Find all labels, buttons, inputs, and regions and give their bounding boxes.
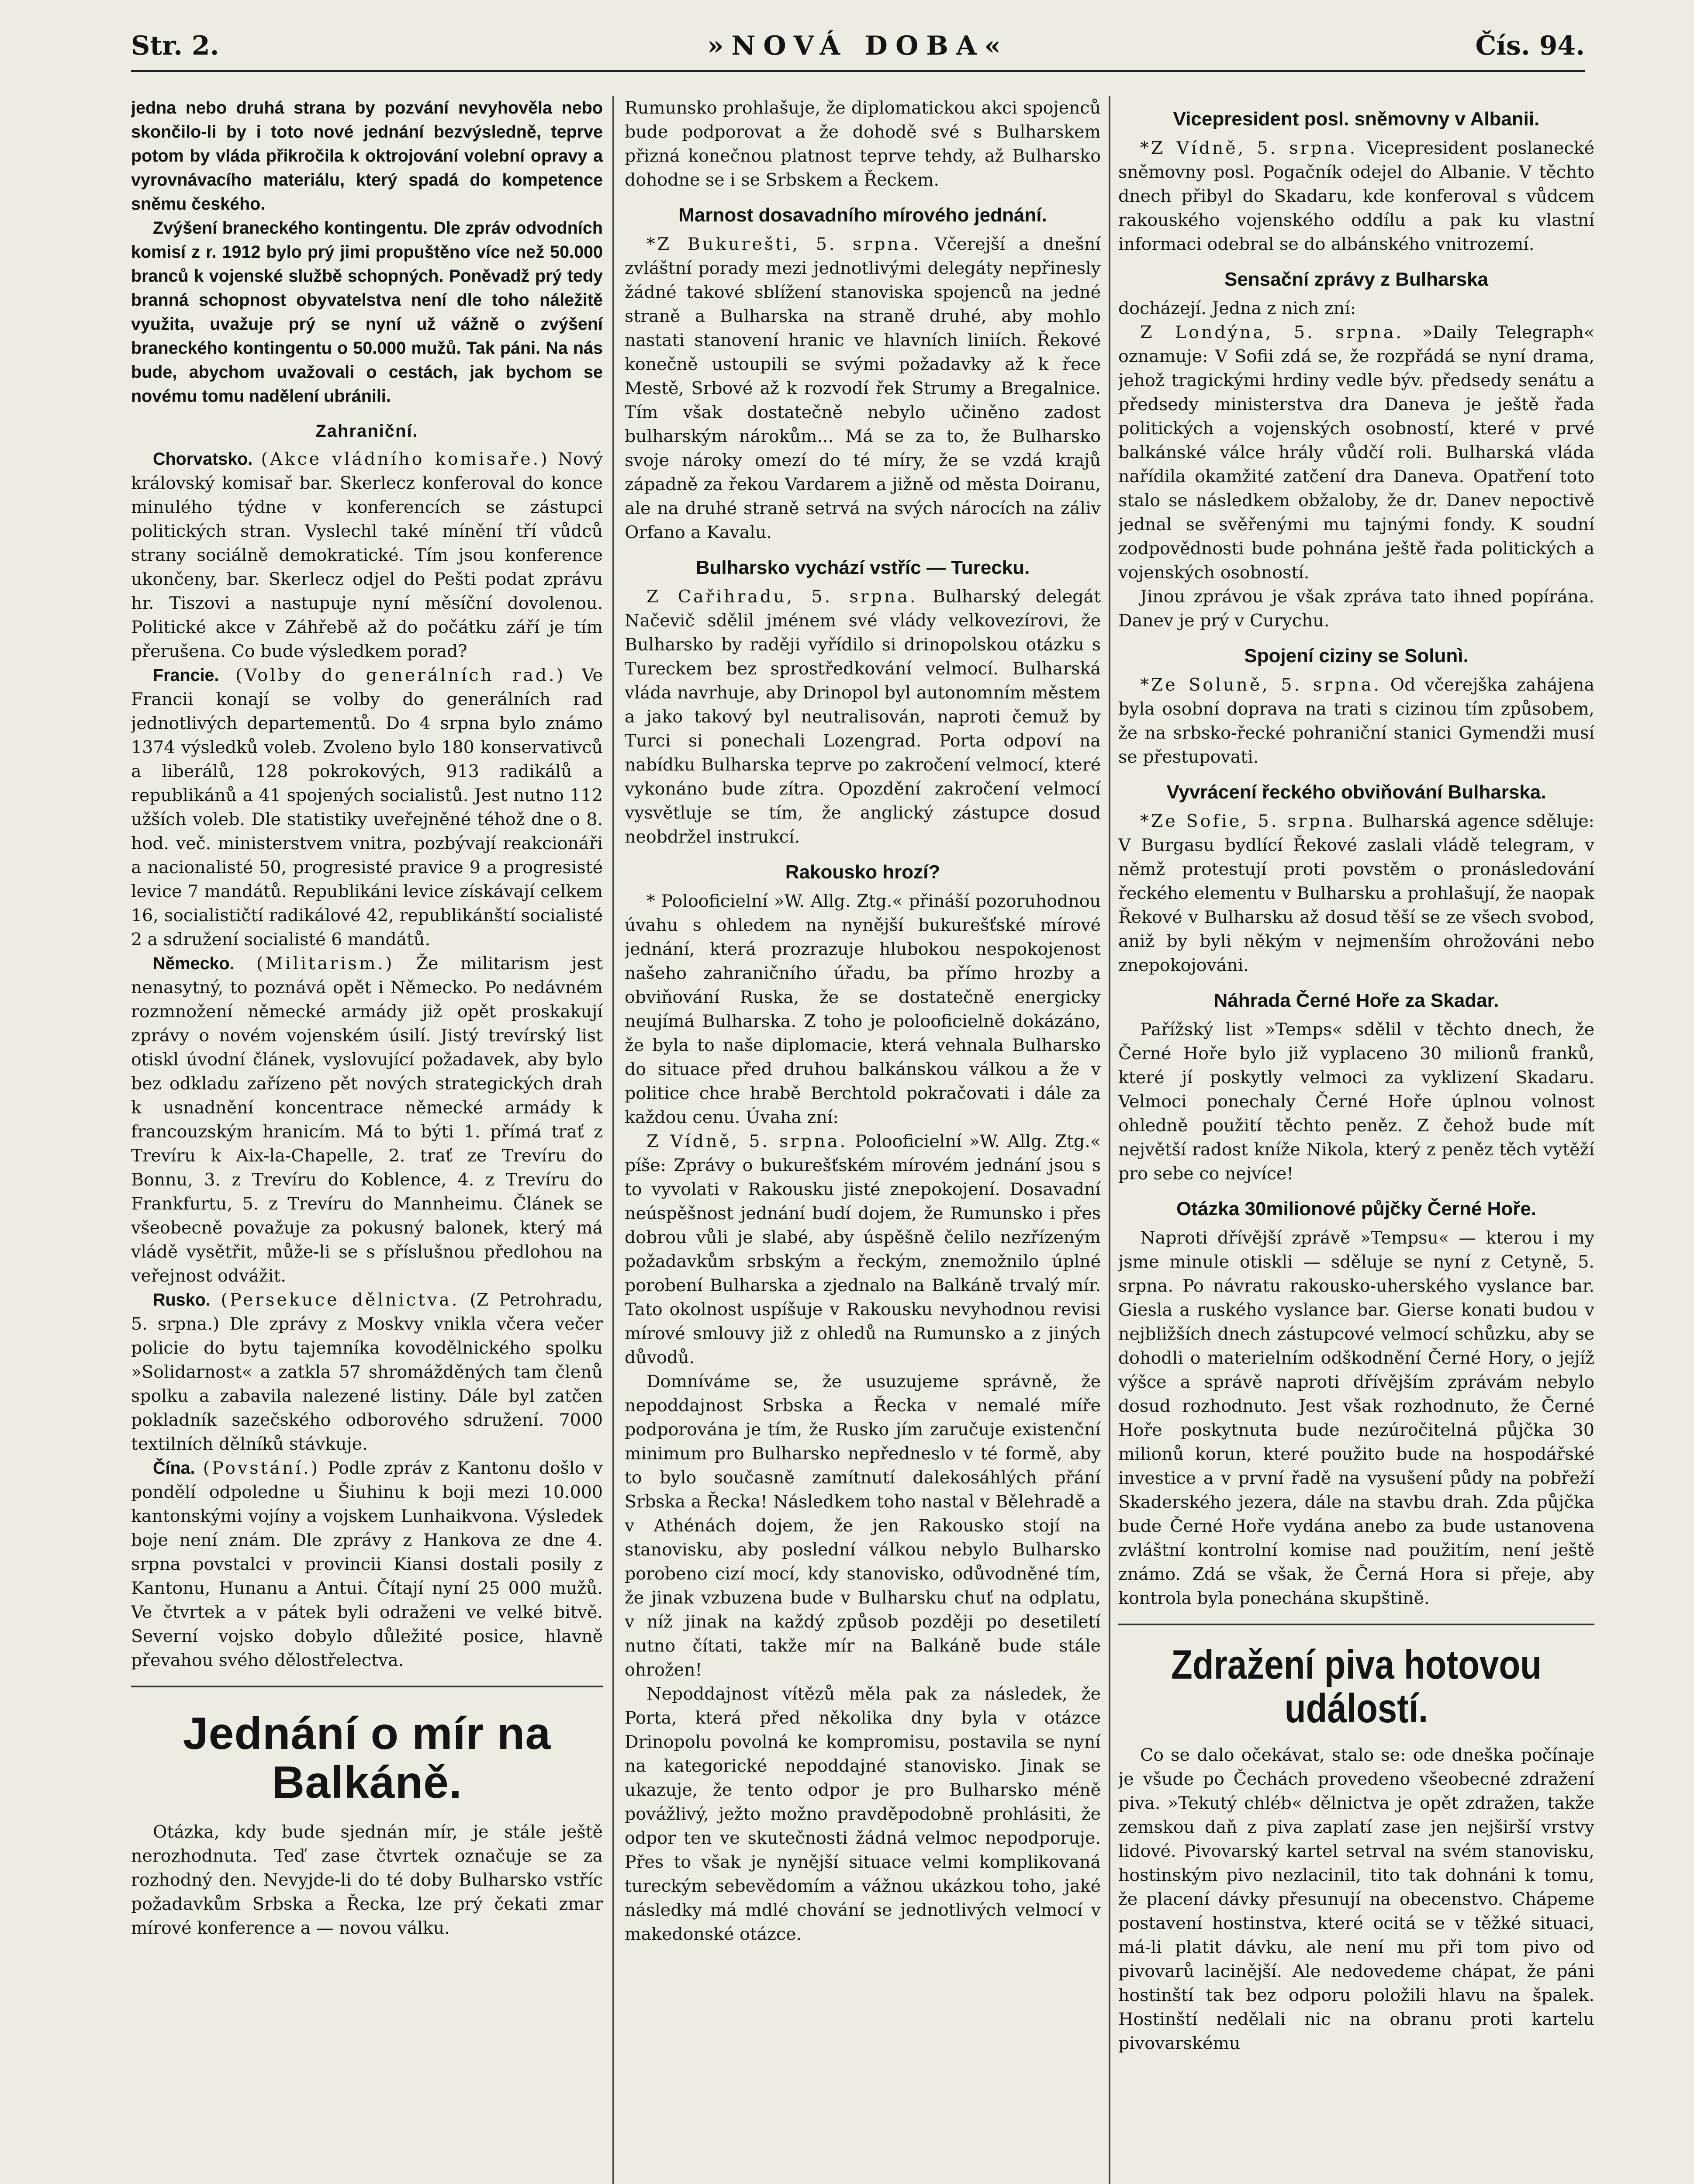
page-header — [131, 31, 1585, 70]
paragraph: Jinou zprávou je však zpráva tato ihned popírána. Danev je prý v Curychu. — [1118, 587, 1594, 631]
paragraph: Rusko. (Persekuce dělnictva. (Z Petrohradu, 5. srpna.) Dle zprávy z Moskvy vnikla včera večer policie do bytu tajemníka kovodělnického spolku »Solidarnost« a zatkla 57 shromážděných tam členů spolku a zabavila nalezené listiny. Dále byl zatčen pokladník sazečského odborového sdružení. 7000 textilních dělníků stávkuje. — [131, 1290, 603, 1454]
section-rule — [131, 1686, 603, 1687]
paragraph: Naproti dřívější zprávě »Tempsu« — kterou i my jsme minule otiskli — sděluje se nyní z Cetyně, 5. srpna. Po návratu rakousko-uherského vyslance bar. Giesla a ruského vyslance bar. Gierse konati budou v nejbližších dnech zástupcové velmocí schůzku, aby se dohodli o materielním odškodnění Černé Hory, o jejíž výšce a správě naproti dřívějším zprávám nebylo dosud rozhodnuto. Jest však rozhodnuto, že Černé Hoře poskytnuta bude nezúročitelná půjčka 30 milionů korun, které použito bude na hospodářské investice a v první řadě na vysušení půdy na pobřeží Skaderského jezera, dále na stavbu drah. Zda půjčka bude Černé Hoře vydána anebo za bude ustanovena zvláštní kontrolní komise nad použitím, není ještě známo. Zdá se však, že Černá Hora si přeje, aby kontrola byla ponechána skupštině. — [1118, 1228, 1594, 1608]
issue-number: Čís. 94. — [1475, 31, 1585, 61]
paragraph: *Z Bukurešti, 5. srpna. Včerejší a dnešní zvláštní porady mezi jednotlivými delegáty nepřinesly žádné takové sblížení stanoviska spojenců na jedné straně a Bulharska na straně druhé, aby mohlo nastati stanovení hranic ve hlavních liniích. Řekové konečně ustoupili se svými požadavky až k řece Mestě, Srbové až k rozvodí řek Strumy a Bregalnice. Tím však dostatečně nebylo učiněno zadost bulharským nárokům... Má se za to, že Bulharsko svoje nároky omezí do té míry, že se vzdá krajů západně za řekou Vardarem a jižně od města Doiranu, ale na druhé straně setrvá na svých nárocích na záliv Orfano a Kavalu. — [625, 234, 1101, 543]
paragraph: Z Vídně, 5. srpna. Polooficielní »W. Allg. Ztg.« píše: Zprávy o bukurešťském mírovém jednání jsou s to vyvolati v Rakousku jisté znepokojení. Dosavadní neúspěšnost jednání budí dojem, že Rumunsko i přes dobrou vůli je slabé, aby úspěšně čelilo nezřízeným požadavkům srbským a řeckým, znemožnilo úplné porobení Bulharska a zjednalo na Balkáně trvalý mír. Tato okolnost uspíšuje v Rakousku nevyhodnou revisi mírové smlouvy již z ohledů na Rumunsko a z jiných důvodů. — [625, 1131, 1101, 1368]
paragraph: Zvýšení braneckého kontingentu. Dle zpráv odvodních komisí z r. 1912 bylo prý jimi propuštěno více než 50.000 branců k vojenské službě schopných. Poněvadž prý tedy branná schopnost obyvatelstva není dle toho náležitě využita, uvažuje prý se nyní už vážně o zvýšení braneckého kontingentu o 50.000 mužů. Tak páni. Na nás bude, abychom uvažovali o cestách, jak bychom se novému tomu nadělení ubránili. — [131, 218, 603, 406]
column-divider-1 — [612, 96, 614, 2184]
paragraph: Co se dalo očekávat, stalo se: ode dneška počínaje je všude po Čechách provedeno všeobecné zdražení piva. »Tekutý chléb« dělnictva je opět zdražen, takže zemskou daň z piva zaplatí zase jen nejširší vrstvy lidové. Pivovarský kartel setrval na svém stanovisku, hostinským pivo nezlacinil, tito tak dohnáni k tomu, že placení dávky přesunují na obecenstvo. Chápeme postavení hostinstva, které ocitá se v těžké situaci, má-li platit dávku, ale není mu při tom pivo od pivovarů lacinější. Ale nedovedeme chápat, že páni hostinští tak bez odporu položili hlavu na špalek. Hostinští nedělali nic na obranu proti kartelu pivovarskému — [1118, 1745, 1594, 2053]
paragraph: *Ze Sofie, 5. srpna. Bulharská agence sděluje: V Burgasu bydlící Řekové zaslali vládě telegram, v němž protestují proti povstěm o pronásledování řeckého elementu v Bulharsku a prohlašují, že naopak Řekové v Bulharsku až dosud těší se ze všech svobod, aniž by byli někým v nejmenším ohrožováni nebo znepokojováni. — [1118, 811, 1594, 975]
section-rule — [1118, 1624, 1594, 1625]
article-title: Náhrada Černé Hoře za Skadar. — [1213, 990, 1499, 1011]
paragraph: Rumunsko prohlašuje, že diplomatickou akci spojenců bude podporovat a že dohodě své s Bulharskem přizná konečnou platnost teprve tehdy, až Bulharsko dohodne se i se Srbskem a Řeckem. — [625, 98, 1101, 190]
article-title: Spojení ciziny se Solunì. — [1244, 645, 1469, 667]
article-title: Vyvrácení řeckého obviňování Bulharska. — [1166, 781, 1546, 803]
article-title: Bulharsko vychází vstříc — Turecku. — [695, 557, 1030, 578]
article-title: Marnost dosavadního mírového jednání. — [678, 204, 1047, 226]
paragraph: Německo. (Militarism.) Že militarism jest nenasytný, to poznává opět i Německo. Po nedávném rozmnožení německé armády již opět proskakují zprávy o novém vojenském úsilí. Jistý trevírský list otiskl úvodní článek, vyslovující požadavek, aby bylo bez odkladu zařízeno pět nových strategických drah k usnadnění koncentrace německé armády k francouzským hranicím. Má to býti 1. přímá trať z Trevíru k Aix-la-Chapelle, 2. trať ze Trevíru do Bonnu, 3. z Trevíru do Koblence, 4. z Trevíru do Frankfurtu, 5. z Trevíru do Mannheimu. Článek se všeobecně považuje za pokusný balonek, který má vládě vysětřit, může-li se s příslušnou předlohou na veřejnost odvážit. — [131, 954, 603, 1286]
paragraph: Pařížský list »Temps« sdělil v těchto dnech, že Černé Hoře bylo již vyplaceno 30 milionů franků, které jí poskytly velmoci za vyklizení Skadaru. Velmoci ponechaly Černé Hoře úplnou volnost ohledně použití těchto peněz. Z čehož bude mít největší radost kníže Nikola, který z peněz těch vytěží pro sebe co nejvíce! — [1118, 1019, 1594, 1184]
masthead-title: »NOVÁ DOBA« — [707, 31, 1009, 61]
paragraph: Otázka, kdy bude sjednán mír, je stále ještě nerozhodnuta. Teď zase čtvrtek označuje se za rozhodný den. Nevyjde-li do té doby Bulharsko vstříc požadavkům Srbska a Řecka, lze prý čekati zmar mírové konference a — novou válku. — [131, 1822, 603, 1938]
article-title: Vicepresident posl. sněmovny v Albanii. — [1173, 108, 1540, 130]
paragraph: Domníváme se, že usuzujeme správně, že nepoddajnost Srbska a Řecka v nemalé míře podporována je tím, že Rusko jím zaručuje existenční minimum pro Bulharsko nepředneslo v té formě, aby to bylo současně zamítnutí dalekosáhlých přání Srbska a Řecka! Následkem toho nastal v Bělehradě a v Athénách dojem, že jen Rakousko stojí na stanovisku, aby poslední válkou nebylo Bulharsko porobeno cizí mocí, kdy stanovisko, odůvodněné tím, že jinak vzbuzena bude v Bulharsku chuť na odplatu, v níž jinak na každý způsob později po desetiletí nutno čítati, takže mír na Balkáně bude stále ohrožen! — [625, 1372, 1101, 1680]
paragraph: Z Londýna, 5. srpna. »Daily Telegraph« oznamuje: V Sofii zdá se, že rozpřádá se nyní drama, jehož tragickými hrdiny vedle býv. předsedy senátu a předsedy ministerstva dra Daneva je ještě řada politických a vojenských osobností, které v prvé balkánské válce hrály vůdčí roli. Bulharská vláda nařídila okamžité zatčení dra Daneva. Opatření toto stalo se následkem obžaloby, že dr. Danev nepoctivě jednal se svěřenými mu tajnými fondy. K soudní zodpovědnosti bude pohnána ještě řada politických a vojenských osobností. — [1118, 322, 1594, 583]
article-title: Rakousko hrozí? — [785, 861, 940, 883]
paragraph: docházejí. Jedna z nich zní: — [1118, 298, 1356, 318]
paragraph: Francie. (Volby do generálních rad.) Ve Francii konají se volby do generálních rad jednotlivých departementů. Do 4 srpna bylo známo 1374 výsledků voleb. Zvoleno bylo 180 konservativců a liberálů, 128 pokrokových, 913 radikálů a republikánů a 41 spojených socialistů. Jest nutno 112 užších voleb. Dle statistiky uveřejněné téhož dne o 8. hod. več. ministerstvem vnitra, pozbývají reakcionáři a nacionalisté 50, progresisté pravice 9 a progresisté levice 7 mandátů. Republikáni levice získávají celkem 16, socialističtí radikálové 42, republikánští socialisté 2 a sdružení socialisté 6 mandátů. — [131, 665, 603, 950]
column-1 — [131, 96, 603, 2184]
column-divider-2 — [1109, 96, 1110, 2184]
paragraph: Z Cařihradu, 5. srpna. Bulharský delegát Načevič sdělil jménem své vlády velkovezírovi, že Bulharsko by raději vyřídilo si drinopolskou otázku s Tureckem bez sprostředkování velmocí. Bulharská vláda navrhuje, aby Drinopol byl autonomním městem a jako takový byl neutralisován, naproti čemuž by Turci si ponechali Lozengrad. Porta odpoví na nabídku Bulharska teprve po zakročení velmocí, které vykonáno bude zítra. Opozdění zakročení velmocí vysvětluje se tím, že anglický zástupce dosud neobdržel instrukcí. — [625, 587, 1101, 847]
paragraph: * Polooficielní »W. Allg. Ztg.« přináší pozoruhodnou úvahu s ohledem na nynější bukurešťské mírové jednání, která prozrazuje hlubokou nespokojenost našeho zahraničního úřadu, ba přímo hrozby a obviňování Ruska, že se dostatečně energicky neujímá Bulharska. Z toho je polooficielně dokázáno, že byla to naše diplomacie, která vehnala Bulharsko do situace před druhou balkánskou válkou a že v politice chce hrabě Berchtold pokračovati i dále za každou cenu. Úvaha zní: — [625, 891, 1101, 1127]
article-title: Otázka 30milionové půjčky Černé Hoře. — [1176, 1198, 1537, 1220]
paragraph: *Ze Soluně, 5. srpna. Od včerejška zahájena byla osobní doprava na trati s cizinou tím způsobem, že na srbsko-řecké pohraniční stanici Gymendži musí se přestupovati. — [1118, 675, 1594, 767]
header-rule — [131, 70, 1585, 72]
section-title: Zvýšení braneckého kontingentu. — [153, 218, 428, 238]
column-3 — [1118, 96, 1594, 2184]
headline: Jednání o mír na Balkáně. — [183, 1708, 551, 1808]
headline: Zdražení piva hotovou událostí. — [1171, 1641, 1542, 1731]
paragraph: Čína. (Povstání.) Podle zpráv z Kantonu došlo v pondělí odpoledne u Šiuhinu k boji mezi 10.000 kantonskými vojíny a vojskem Lunhaikvona. Výsledek boje není znám. Dle zprávy z Hankova ze dne 4. srpna povstalci v provincii Kiansi dostali posily z Kantonu, Hunanu a Antui. Čítají nyní 25 000 mužů. Ve čtvrtek a v pátek byli odraženi ve velké bitvě. Severní vojsko dobylo důležité posice, hlavně převahou svého dělostřelectva. — [131, 1458, 603, 1670]
paragraph: *Z Vídně, 5. srpna. Vicepresident poslanecké sněmovny posl. Pogačník odejel do Albanie. V těchto dnech přibyl do Skadaru, kde konferoval s vůdcem rakouského vojenského oddílu a pak ku vlastní informaci odebral se do albánského vnitrozemí. — [1118, 138, 1594, 254]
section-heading: Zahraniční. — [315, 422, 418, 441]
column-2 — [625, 96, 1101, 2184]
paragraph: jedna nebo druhá strana by pozvání nevyhověla nebo skončilo-li by i toto nové jednání bezvýsledně, teprve potom by vláda přikročila k oktrojování volební opravy a vyrovnávacího materiálu, který spadá do kompetence sněmu českého. — [131, 98, 603, 214]
page-number: Str. 2. — [131, 31, 219, 61]
article-title: Sensační zprávy z Bulharska — [1224, 269, 1489, 290]
paragraph: Chorvatsko. (Akce vládního komisaře.) Nový královský komisař bar. Skerlecz konferoval do konce minulého týdne v konferencích se zástupci politických stran. Vyslechl také mínění tří vůdců strany sociálně demokratické. Tím jsou konference ukončeny, bar. Skerlecz odjel do Pešti podat zprávu hr. Tiszovi a nastupuje nyní měsíční dovolenou. Politické akce v Záhřebě až do počátku září je tím přerušena. Co bude výsledkem porad? — [131, 449, 603, 661]
paragraph: Nepoddajnost vítězů měla pak za následek, že Porta, která před několika dny byla v otázce Drinopolu povolná ke kompromisu, postavila se nyní na kategorické nepoddajné stanovisko. Jinak se ukazuje, že tento odpor je pro Bulharsko méně povážlivý, ježto možno pravděpodobně prohlásiti, že odpor ten ve skutečnosti žádná velmoc nepodporuje. Přes to však je nynější situace velmi komplikovaná tureckým sebevědomím a vážnou ukázkou toho, jaké následky má mdlé chování se jednotlivých velmocí v makedonské otázce. — [625, 1684, 1101, 1944]
